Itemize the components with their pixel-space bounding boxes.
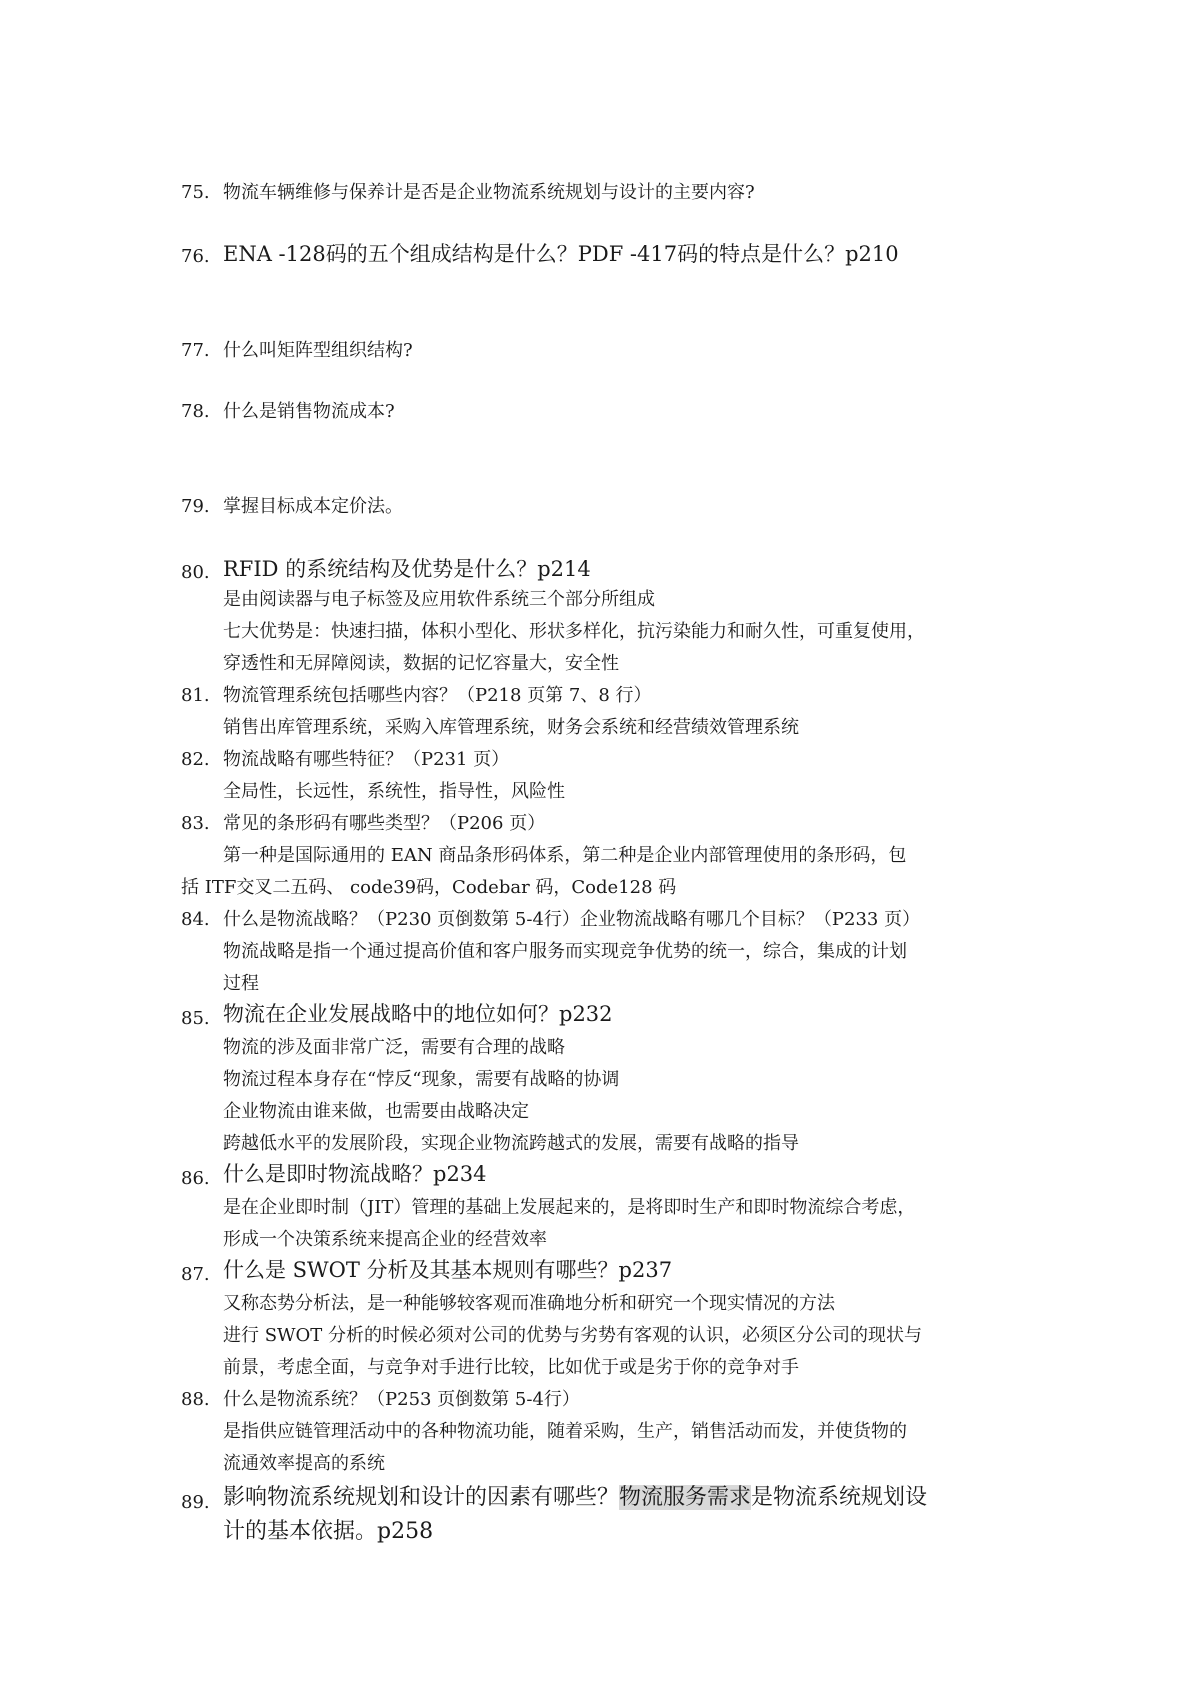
question-text: 物流战略有哪些特征？（P231 页） (223, 749, 510, 770)
question-text: 物流车辆维修与保养计是否是企业物流系统规划与设计的主要内容? (223, 182, 755, 203)
item-number: 88. (181, 1389, 210, 1410)
question-text-continuation: 计的基本依据。p258 (223, 1519, 434, 1544)
question-text: 掌握目标成本定价法。 (223, 496, 403, 517)
answer-line: 跨越低水平的发展阶段，实现企业物流跨越式的发展，需要有战略的指导 (223, 1133, 799, 1154)
answer-line: 全局性，长远性，系统性，指导性，风险性 (223, 781, 565, 802)
answer-line: 形成一个决策系统来提高企业的经营效率 (223, 1229, 547, 1250)
item-number: 75. (181, 182, 210, 203)
answer-line: 物流的涉及面非常广泛，需要有合理的战略 (223, 1037, 565, 1058)
answer-line: 是指供应链管理活动中的各种物流功能，随着采购，生产，销售活动而发，并使货物的 (223, 1421, 907, 1442)
question-text: 什么是销售物流成本? (223, 401, 395, 422)
item-number: 86. (181, 1168, 210, 1189)
answer-line: 是由阅读器与电子标签及应用软件系统三个部分所组成 (223, 589, 655, 610)
answer-line: 企业物流由谁来做，也需要由战略决定 (223, 1101, 529, 1122)
item-number: 80. (181, 562, 210, 583)
question-text: ENA -128码的五个组成结构是什么？PDF -417码的特点是什么？p210 (223, 242, 899, 266)
question-text: 物流管理系统包括哪些内容？（P218 页第 7、8 行） (223, 685, 652, 706)
question-text: 物流在企业发展战略中的地位如何？p232 (223, 1002, 613, 1026)
question-text: 常见的条形码有哪些类型？（P206 页） (223, 813, 546, 834)
question-prefix: 影响物流系统规划和设计的因素有哪些？ (223, 1485, 620, 1510)
answer-line: 过程 (223, 973, 259, 994)
answer-line: 前景，考虑全面，与竞争对手进行比较，比如优于或是劣于你的竞争对手 (223, 1357, 799, 1378)
answer-line: 物流过程本身存在“悖反“现象，需要有战略的协调 (223, 1069, 620, 1090)
answer-line: 七大优势是：快速扫描，体积小型化、形状多样化，抗污染能力和耐久性，可重复使用， (223, 621, 925, 642)
item-number: 81. (181, 685, 210, 706)
question-text: 什么叫矩阵型组织结构? (223, 340, 413, 361)
highlighted-phrase: 物流服务需求 (619, 1485, 752, 1510)
item-number: 76. (181, 246, 210, 267)
answer-line: 销售出库管理系统，采购入库管理系统，财务会系统和经营绩效管理系统 (223, 717, 799, 738)
answer-line: 物流战略是指一个通过提高价值和客户服务而实现竞争优势的统一，综合，集成的计划 (223, 941, 907, 962)
question-text: 什么是物流战略？（P230 页倒数第 5-4行）企业物流战略有哪几个目标？（P233 页） (223, 909, 921, 930)
answer-line: 穿透性和无屏障阅读，数据的记忆容量大，安全性 (223, 653, 619, 674)
answer-line: 流通效率提高的系统 (223, 1453, 385, 1474)
item-number: 89. (181, 1492, 210, 1513)
item-number: 77. (181, 340, 210, 361)
item-number: 85. (181, 1008, 210, 1029)
question-text: 什么是即时物流战略？p234 (223, 1162, 487, 1186)
item-number: 78. (181, 401, 210, 422)
answer-line: 第一种是国际通用的 EAN 商品条形码体系，第二种是企业内部管理使用的条形码，包 (223, 845, 907, 866)
question-suffix: 是物流系统规划设 (751, 1485, 928, 1510)
question-text (223, 1484, 927, 1512)
item-number: 87. (181, 1264, 210, 1285)
answer-line: 又称态势分析法，是一种能够较客观而准确地分析和研究一个现实情况的方法 (223, 1293, 835, 1314)
question-text: RFID 的系统结构及优势是什么？p214 (223, 557, 591, 581)
item-number: 83. (181, 813, 210, 834)
item-number: 82. (181, 749, 210, 770)
answer-line: 括 ITF交叉二五码、 code39码，Codebar 码，Code128 码 (181, 877, 677, 898)
answer-line: 进行 SWOT 分析的时候必须对公司的优势与劣势有客观的认识，必须区分公司的现状与 (223, 1325, 923, 1346)
question-text: 什么是 SWOT 分析及其基本规则有哪些？p237 (223, 1258, 673, 1282)
item-number: 79. (181, 496, 210, 517)
question-text: 什么是物流系统？（P253 页倒数第 5-4行） (223, 1389, 580, 1410)
answer-line: 是在企业即时制（JIT）管理的基础上发展起来的，是将即时生产和即时物流综合考虑， (223, 1197, 916, 1218)
item-number: 84. (181, 909, 210, 930)
